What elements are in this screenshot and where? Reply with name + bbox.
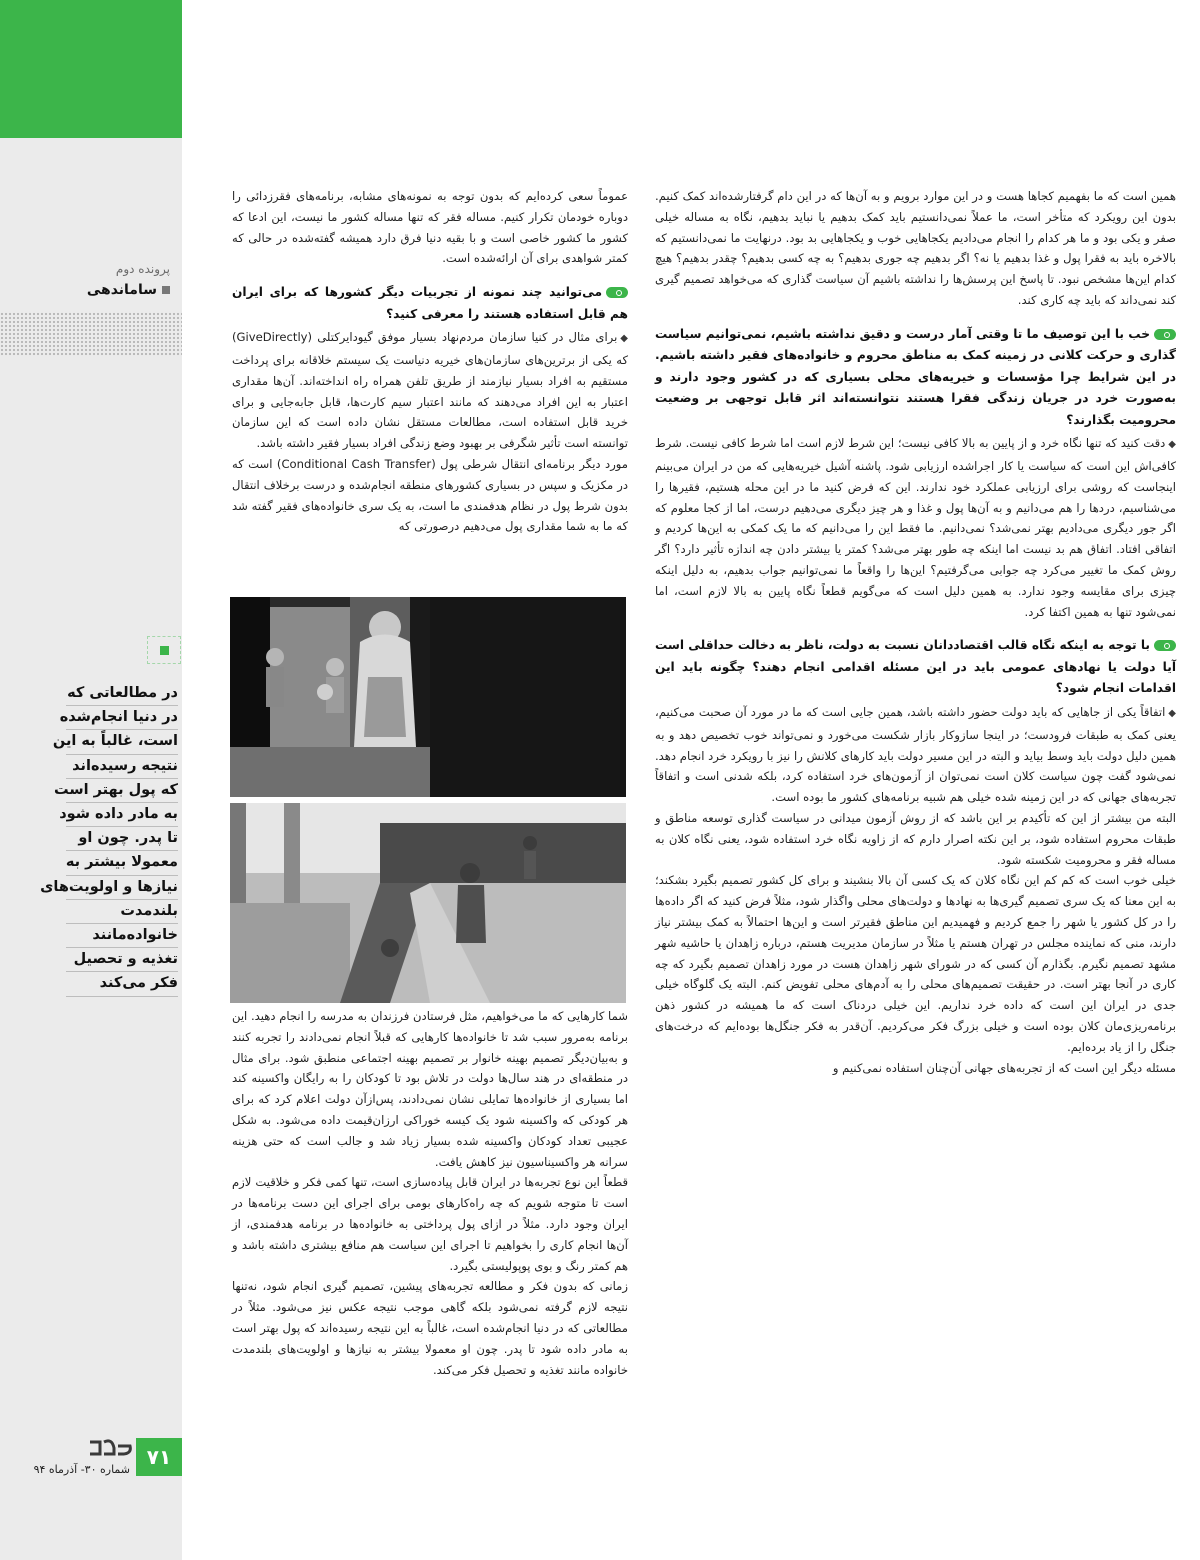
paragraph-text: مورد دیگر برنامه‌ای انتقال شرطی پول (Conditional Cash Transfer) است که در مکزیک و سپس در بسیاری کشورهای منطقه انجام‌شده و درست برخلاف انتقال بدون شرط پول در نظام هدفمندی ما است، به یک سری خانواده‌های فقیر گفته شد که ما به شما مقداری پول می‌دهیم درصورتی که <box>232 456 628 534</box>
answer-marker-icon: ◆ <box>1168 707 1176 719</box>
pullquote-line: در دنیا انجام‌شده <box>66 706 178 730</box>
paragraph-text: قطعاً این نوع تجربه‌ها در ایران قابل پیاده‌سازی است، تنها کمی فکر و خلاقیت لازم است تا متوجه شویم که چه راه‌کارهای بومی برای اجرای این دست برنامه‌ها در ایران وجود دارد. مثلاً در ازای پول پرداختی به خانواده‌ها در برنامه هدفمندی، از آن‌ها انجام کاری را بخواهیم تا اجرای این سیاست هم منافع بیشتری داشته باشد و هم کمتر رنگ و بوی پوپولیستی بگیرد. <box>232 1175 628 1273</box>
paragraph-text: برای مثال در کنیا سازمان مردم‌نهاد بسیار موفق گیودایرکتلی (GiveDirectly) که یکی از برترین‌های سازمان‌های خیریه دنیاست یک سیستم خلاقانه برای پرداخت مستقیم به افراد بسیار نیازمند از طریق تلفن همراه راه انداخته‌اند. آن‌ها مقداری اعتبار به این افراد می‌دهند که مانند اعتبار سیم کارت‌ها، قابل جابه‌جایی و برای خرید قابل استفاده است، مطالعات مستقل نشان داده است که این سازمان توانسته است تأثیر شگرفی بر بهبود وضع زندگی افراد بسیار فقیر داشته باشد. <box>232 330 628 451</box>
paragraph <box>232 186 628 269</box>
paragraph-text: خیلی خوب است که کم کم این نگاه کلان که یک کسی آن بالا بنشیند و برای کل کشور تصمیم بگیرد بشکند؛ به این معنا که یک سری تصمیم گیری‌ها به نهادها و دولت‌های محلی واگذار شود، مثلاً فرض کنید که اگر داده‌ها را در کل کشور یا شهر را جمع کردیم و فهمیدیم این مناطق فقیرتر است و این‌ها احتمالاً به کمک بیشتر نیاز دارند، منی که نماینده مجلس در تهران هستم یا مثلاً در سازمان مدیریت هستم، درباره زاهدان یا حاشیه شهر مشهد تصمیم نگیرم. بگذارم آن کسی که در شورای شهر زاهدان هست در مورد زاهدان تصمیم بگیرد که چه کاری در آنجا بهتر است. در حقیقت تصمیم‌های محلی را به آدم‌های محلی تفویض کنم. البته یک گلوگاه خیلی جدی در ایران این است که داده خرد نداریم. این خیلی دردناک است که ما همیشه در کشور ذهن برنامه‌ریزی‌مان کلان بوده است و خیلی بزرگ فکر می‌کردیم. آن‌قدر به فکر جنگل‌ها بوده‌ایم که درخت‌های جنگل را از یاد برده‌ایم. <box>655 873 1176 1054</box>
question-marker-icon <box>1154 640 1176 651</box>
question-marker-icon <box>606 287 628 298</box>
paragraph-text: اتفاقاً یکی از جاهایی که باید دولت حضور داشته باشد، همین جایی است که ما در مورد آن صحبت می‌کنیم، یعنی کمک به طبقات فرودست؛ در اینجا سازوکار بازار شکست می‌خورد و نمی‌تواند خوب تخصیص دهد و به همین دلیل دولت باید وسط بیاید و البته در این مسیر دولت باید کارهای کلانش را نیز با رویکرد خرد انجام دهد. نمی‌شود گفت چون سیاست کلان است نمی‌توان از آزمون‌های خرد استفاده کرد، بلکه شدنی است و اتفاقاً تجربه‌های جهانی که در این زمینه شده خیلی هم شبیه برنامه‌های کشور ما بوده است. <box>655 704 1176 805</box>
column-left-top <box>232 186 628 537</box>
paragraph-text: می‌توانید چند نمونه از تجربیات دیگر کشورها که برای ایران هم قابل استفاده هستند را معرفی کنید؟ <box>232 285 628 321</box>
question-marker-icon <box>1154 329 1176 340</box>
interview-answer <box>655 702 1176 808</box>
paragraph <box>232 1172 628 1276</box>
pullquote-line: تغذیه و تحصیل <box>66 948 178 972</box>
paragraph-text: با توجه به اینکه نگاه قالب اقتصاددانان نسبت به دولت، ناظر به دخالت حداقلی است آیا دولت یا نهادهای عمومی باید در این مسئله اقدامی انجام دهند؟ چگونه باید این اقدامات انجام شود؟ <box>655 638 1176 696</box>
pullquote-line: تا پدر. چون او <box>66 827 178 851</box>
photo-boy-canal <box>230 803 626 1003</box>
paragraph <box>232 1276 628 1380</box>
paragraph <box>232 454 628 537</box>
interview-question <box>655 324 1176 432</box>
paragraph-text: همین است که ما بفهمیم کجاها هست و در این موارد برویم و به آن‌ها که در این دام گرفتارشده‌اند کمک کنیم. بدون این رویکرد که متأخر است، ما عملاً نمی‌دانستیم باید کمک بدهیم یا نباید بدهیم، نگاه به مساله خیلی صفر و یکی بود و ما هر کدام را انجام می‌دادیم یکجاهایی خوب و یکجاهایی بد بود. درنهایت ما نمی‌دانستیم که بالاخره باید به فقرا پول و غذا بدهیم یا نه؟ اگر بدهیم چه جوری بدهیم؟ به چه کسی بدهیم؟ چقدر بدهیم؟ هیچ کدام این‌ها مشخص نبود. تا پاسخ این پرسش‌ها را نداشته باشیم آن سیاست گذاری که می‌خواهد تصمیم گیری کند نمی‌داند که باید چه کاری کند. <box>655 189 1176 307</box>
column-left-bottom <box>232 1006 628 1380</box>
header-green-block <box>0 0 182 138</box>
section-title <box>0 282 170 298</box>
page-number: ۷۱ <box>136 1438 182 1476</box>
pullquote-line: معمولا بیشتر به <box>66 851 178 875</box>
pullquote <box>40 682 178 997</box>
issue-info: شماره ۳۰- آذرماه ۹۴ <box>33 1463 130 1476</box>
paragraph <box>232 1006 628 1172</box>
answer-marker-icon: ◆ <box>1168 439 1176 451</box>
paragraph-text: خب با این توصیف ما تا وقتی آمار درست و دقیق نداشته باشیم، نمی‌توانیم سیاست گذاری و حرکت کلانی در زمینه کمک به مناطق محروم و خانواده‌های فقیر داشته باشیم. در این شرایط چرا مؤسسات و خیریه‌های محلی بسیاری که در کشور وجود دارند و به‌صورت خرد در جریان زندگی فقرا هستند نتوانسته‌اند اثر قابل توجهی بر وضعیت محرومیت بگذارند؟ <box>655 326 1176 427</box>
paragraph-text: البته من بیشتر از این که تأکیدم بر این باشد که از روش آزمون میدانی در سیاست گذاری توسعه مناطق و طبقات محروم استفاده شود، بر این نکته اصرار دارم که از زاویه نگاه خرد استفاده شود، یعنی نگاه کلان به مساله فقر و محرومیت شکسته شود. <box>655 810 1176 867</box>
answer-marker-icon: ◆ <box>620 333 628 345</box>
dot-pattern <box>0 312 182 356</box>
pullquote-line: نتیجه رسیده‌اند <box>66 755 178 779</box>
section-square-icon <box>162 286 170 294</box>
pullquote-line: خانواده‌مانند <box>66 924 178 948</box>
pullquote-line: فکر می‌کند <box>66 972 178 996</box>
pullquote-marker-icon <box>147 636 181 664</box>
pullquote-line: نیازها و اولویت‌های <box>66 876 178 900</box>
column-right <box>655 186 1176 1078</box>
interview-answer <box>232 327 628 454</box>
paragraph-text: دقت کنید که تنها نگاه خرد و از پایین به بالا کافی نیست؛ این شرط لازم است اما شرط کافی نیست. شرط کافی‌اش این است که سیاست یا کار اجراشده ارزیابی شود. پاشنه آشیل خیریه‌هایی که من در ایران می‌بینم اینجاست که روشی برای ارزیابی عملکرد خود ندارند. این که فرض کنید ما در این محله هستیم، فقیرها را می‌شناسیم، دردها را هم می‌دانیم و به آن‌ها پول و غذا و هر چیز دیگری می‌دهیم درست، اما از کجا معلوم که اگر جور دیگری می‌دادیم بهتر نمی‌شد؟ نمی‌دانیم. ما فقط این را می‌دانیم که ما یک کمکی به این‌ها کردیم و اتفاقی افتاد. اتفاق هم بد نیست اما اینکه چه طور بهتر می‌شد؟ کمتر یا بیشتر دادن چه اندازه تأثیر دارد؟ اگر روش کمک ما تغییر می‌کرد چه جوابی می‌گرفتیم؟ این‌ها را واقعاً ما نمی‌توانیم جواب بدهیم، به دلیل اینکه چیزی برای مقایسه وجود ندارد. به همین دلیل است که می‌گویم قطعاً نگاه پایین به بالا لازم است، اما نمی‌شود تنها به همین اکتفا کرد. <box>655 436 1176 619</box>
paragraph-text: زمانی که بدون فکر و مطالعه تجربه‌های پیشین، تصمیم گیری انجام شود، نه‌تنها نتیجه لازم گرفته نمی‌شود بلکه گاهی موجب نتیجه عکس نیز می‌شود. مثلاً در مطالعاتی که در دنیا انجام‌شده است، غالباً به این نتیجه رسیده‌اند که پول بهتر است به مادر داده شود تا پدر. چون او معمولا بیشتر به نیازها و اولویت‌های بلندمدت خانواده مانند تغذیه و تحصیل فکر می‌کند. <box>232 1279 628 1377</box>
pullquote-line: به مادر داده شود <box>66 803 178 827</box>
pullquote-line: در مطالعاتی که <box>66 682 178 706</box>
photo-girl-doorway <box>230 597 626 797</box>
magazine-logo <box>88 1438 132 1460</box>
pullquote-line: که پول بهتر است <box>66 779 178 803</box>
paragraph <box>655 808 1176 870</box>
paragraph-text: عموماً سعی کرده‌ایم که بدون توجه به نمونه‌های مشابه، برنامه‌های فقرزدائی را دوباره خودمان تکرار کنیم. مساله فقر که تنها مساله کشور ما نیست، این ادعا که کشور ما کشور خاصی است و با بقیه دنیا فرق دارد همیشه گفته‌شده در حالی که کمتر شواهدی برای آن ارائه‌شده است. <box>232 189 628 266</box>
section-title-text: ساماندهی <box>86 282 157 298</box>
interview-question <box>655 635 1176 700</box>
interview-answer <box>655 433 1176 622</box>
section-subtitle: پرونده دوم <box>115 262 170 276</box>
pullquote-line: است، غالباً به این <box>66 730 178 754</box>
paragraph-text: شما کارهایی که ما می‌خواهیم، مثل فرستادن فرزندان به مدرسه را انجام دهید. این برنامه به‌مرور سبب شد تا خانواده‌ها کارهایی که قبلاً انجام نمی‌دادند را تجربه کنند و به‌بیان‌دیگر تصمیم بهینه خانوار بر تصمیم بهینه اجتماعی منطبق شود. برای مثال در منطقه‌ای در هند سال‌ها دولت در تلاش بود تا کودکان را به رایگان واکسینه کند اما بسیاری از خانواده‌ها تمایلی نشان نمی‌دادند، پس‌ازآن دولت اعلام کرد که برای هر کودکی که واکسینه شود یک کیسه خوراکی ارزان‌قیمت داده می‌شود. به شکل عجیبی تعداد کودکان واکسینه شده بسیار زیاد شد و جالب است که حتی هزینه سرانه هر واکسیناسیون نیز کاهش یافت. <box>232 1009 628 1169</box>
paragraph-text: مسئله دیگر این است که از تجربه‌های جهانی آن‌چنان استفاده نمی‌کنیم و <box>832 1060 1176 1075</box>
paragraph <box>655 1058 1176 1079</box>
paragraph <box>655 870 1176 1057</box>
pullquote-line: بلندمدت <box>66 900 178 924</box>
interview-question <box>232 282 628 325</box>
paragraph <box>655 186 1176 311</box>
